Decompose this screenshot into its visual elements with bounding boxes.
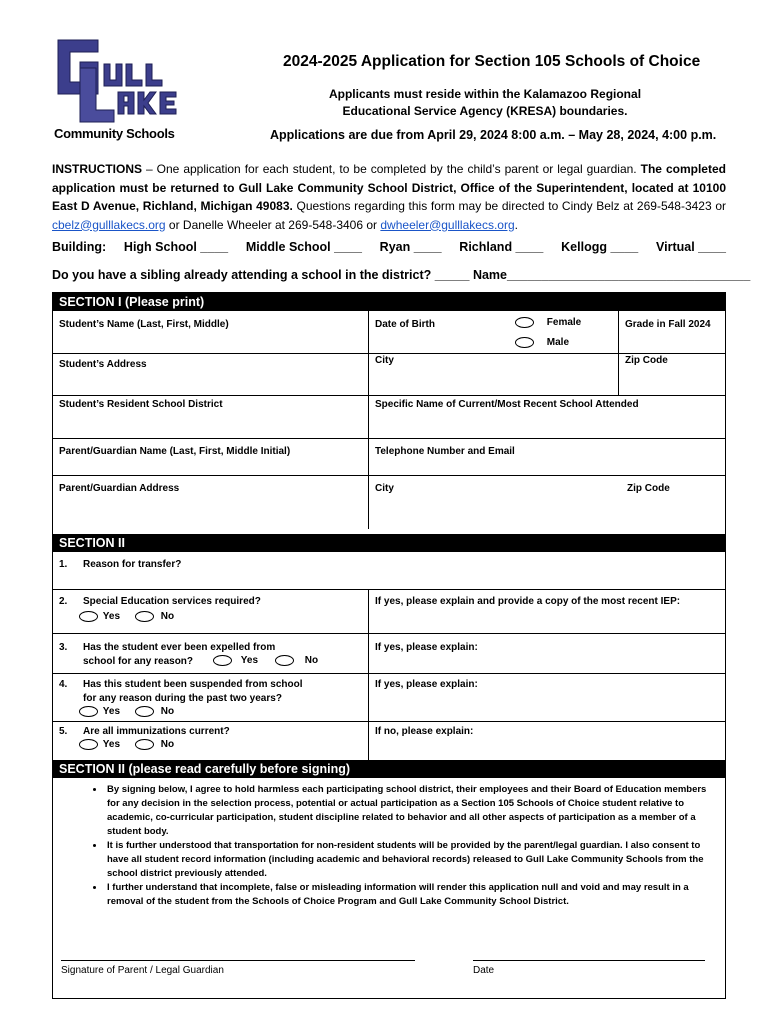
zip-label: Zip Code xyxy=(625,355,668,366)
phone-email-label: Telephone Number and Email xyxy=(375,446,515,457)
q4-line-1: Has this student been suspended from school xyxy=(83,679,303,690)
q2-no-label: No xyxy=(160,611,175,623)
grade-label: Grade in Fall 2024 xyxy=(625,319,711,330)
q3-line-2: school for any reason? xyxy=(83,656,194,667)
female-option[interactable] xyxy=(515,317,581,328)
due-dates: Applications are due from April 29, 2024 8:00 a.m. – May 28, 2024, 4:00 p.m. xyxy=(270,128,717,142)
q3-yes-option[interactable] xyxy=(213,655,258,666)
guardian-address-label: Parent/Guardian Address xyxy=(59,483,180,494)
dob-label: Date of Birth xyxy=(375,319,435,330)
q3-no-radio[interactable] xyxy=(275,655,294,666)
male-radio[interactable] xyxy=(515,337,534,348)
signature-line[interactable] xyxy=(61,960,415,961)
instructions-text-1: – One application for each student, to be completed by the child’s parent or legal guardian. xyxy=(142,162,641,176)
instructions xyxy=(52,160,726,234)
q4-number: 4. xyxy=(59,679,68,690)
date-line[interactable] xyxy=(473,960,705,961)
q5-yes-label: Yes xyxy=(102,739,121,751)
q4-no-radio[interactable] xyxy=(135,706,154,717)
logo-caption: Community Schools xyxy=(54,126,175,141)
building-selection xyxy=(52,240,726,254)
female-label: Female xyxy=(546,317,582,329)
q4-yes-label: Yes xyxy=(102,706,121,718)
agreement-bullets xyxy=(79,783,719,909)
section-2-header: SECTION II xyxy=(53,534,725,552)
q3-yes-radio[interactable] xyxy=(213,655,232,666)
zip-label-2: Zip Code xyxy=(627,483,670,494)
recent-school-label: Specific Name of Current/Most Recent School Attended xyxy=(375,399,639,410)
male-option[interactable] xyxy=(515,337,569,348)
q4-no-label: No xyxy=(160,706,175,718)
city-label-2: City xyxy=(375,483,394,494)
building-option-kellogg[interactable]: Kellogg ____ xyxy=(561,240,639,254)
residency-note xyxy=(250,86,720,120)
q5-number: 5. xyxy=(59,726,68,737)
female-radio[interactable] xyxy=(515,317,534,328)
student-name-label: Student’s Name (Last, First, Middle) xyxy=(59,319,229,330)
q3-no-option[interactable] xyxy=(275,655,318,666)
q2-explain-label: If yes, please explain and provide a copy of the most recent IEP: xyxy=(375,596,681,607)
q4-explain-label: If yes, please explain: xyxy=(375,679,478,690)
instructions-text-2: Questions regarding this form may be directed to Cindy Belz at 269-548-3423 or xyxy=(292,199,726,213)
building-option-richland[interactable]: Richland ____ xyxy=(459,240,544,254)
sibling-question[interactable]: Do you have a sibling already attending a school in the district? _____ Name___________________________________ xyxy=(52,268,751,282)
building-option-high-school[interactable]: High School ____ xyxy=(123,240,229,254)
q5-no-label: No xyxy=(160,739,175,751)
building-option-virtual[interactable]: Virtual ____ xyxy=(656,240,726,254)
q2-number: 2. xyxy=(59,596,68,607)
date-label: Date xyxy=(473,965,495,976)
resident-district-label: Student’s Resident School District xyxy=(59,399,223,410)
page-title: 2024-2025 Application for Section 105 Schools of Choice xyxy=(283,53,701,70)
q2-yes-label: Yes xyxy=(102,611,121,623)
q2-yes-option[interactable] xyxy=(79,611,120,622)
q3-line-1: Has the student ever been expelled from xyxy=(83,642,276,653)
q3-explain-label: If yes, please explain: xyxy=(375,642,478,653)
q3-number: 3. xyxy=(59,642,68,653)
residency-line-2: Educational Service Agency (KRESA) boundaries. xyxy=(342,104,628,118)
q5-yes-option[interactable] xyxy=(79,739,120,750)
q4-no-option[interactable] xyxy=(135,706,174,717)
q3-no-label: No xyxy=(304,655,319,667)
guardian-name-label: Parent/Guardian Name (Last, First, Middle Initial) xyxy=(59,446,291,457)
city-label: City xyxy=(375,355,394,366)
building-label: Building: xyxy=(52,240,107,254)
instructions-label: INSTRUCTIONS xyxy=(52,162,142,176)
student-address-label: Student’s Address xyxy=(59,359,147,370)
residency-line-1: Applicants must reside within the Kalamazoo Regional xyxy=(328,87,642,101)
male-label: Male xyxy=(546,337,570,349)
building-option-middle-school[interactable]: Middle School ____ xyxy=(245,240,362,254)
instructions-bold-text: The completed application must be returned to Gull Lake Community School District, Office of the Superintendent, located at 10100 East D Avenue, Richland, Michigan 49083. xyxy=(52,162,726,213)
q5-explain-label: If no, please explain: xyxy=(375,726,474,737)
email-link-cbelz[interactable]: cbelz@gulllakecs.org xyxy=(52,217,166,232)
q5-yes-radio[interactable] xyxy=(79,739,98,750)
q3-yes-label: Yes xyxy=(240,655,259,667)
q4-yes-radio[interactable] xyxy=(79,706,98,717)
q5-label: Are all immunizations current? xyxy=(83,726,230,737)
application-form xyxy=(52,292,726,999)
q1-label: Reason for transfer? xyxy=(83,559,182,570)
q4-yes-option[interactable] xyxy=(79,706,120,717)
q5-no-option[interactable] xyxy=(135,739,174,750)
q5-no-radio[interactable] xyxy=(135,739,154,750)
agreement-bullet-2: • It is further understood that transportation for non-resident students will be provided by the parent/legal guardian. I also consent to have all student record information (including academic and behavioral records) released to Gull Lake Community Schools from the school district previously attended. xyxy=(105,839,719,881)
q2-no-option[interactable] xyxy=(135,611,174,622)
instructions-text-3: or Danelle Wheeler at 269-548-3406 or xyxy=(165,217,381,232)
q2-no-radio[interactable] xyxy=(135,611,154,622)
signature-label: Signature of Parent / Legal Guardian xyxy=(61,965,224,976)
q1-number: 1. xyxy=(59,559,68,570)
agreement-bullet-3: • I further understand that incomplete, false or misleading information will render this application null and void and may result in a removal of the student from the Schools of Choice Program and Gull Lake Community School District. xyxy=(105,881,719,909)
email-link-dwheeler[interactable]: dwheeler@gulllakecs.org xyxy=(380,217,515,232)
building-option-ryan[interactable]: Ryan ____ xyxy=(379,240,442,254)
q4-line-2: for any reason during the past two years? xyxy=(83,693,282,704)
q2-yes-radio[interactable] xyxy=(79,611,98,622)
instructions-text-4: . xyxy=(514,217,518,232)
agreement-bullet-1: • By signing below, I agree to hold harmless each participating school district, their employees and their Board of Education members for any decision in the selection process, potential or actual participation as a Section 105 Schools of Choice student relative to academic, co-curricular participation, student discipline related to behavior and all other aspects of participation as a member of a student body. xyxy=(105,783,719,839)
q2-label: Special Education services required? xyxy=(83,596,261,607)
section-1-header: SECTION I (Please print) xyxy=(53,293,725,311)
section-3-header: SECTION II (please read carefully before signing) xyxy=(53,760,725,778)
